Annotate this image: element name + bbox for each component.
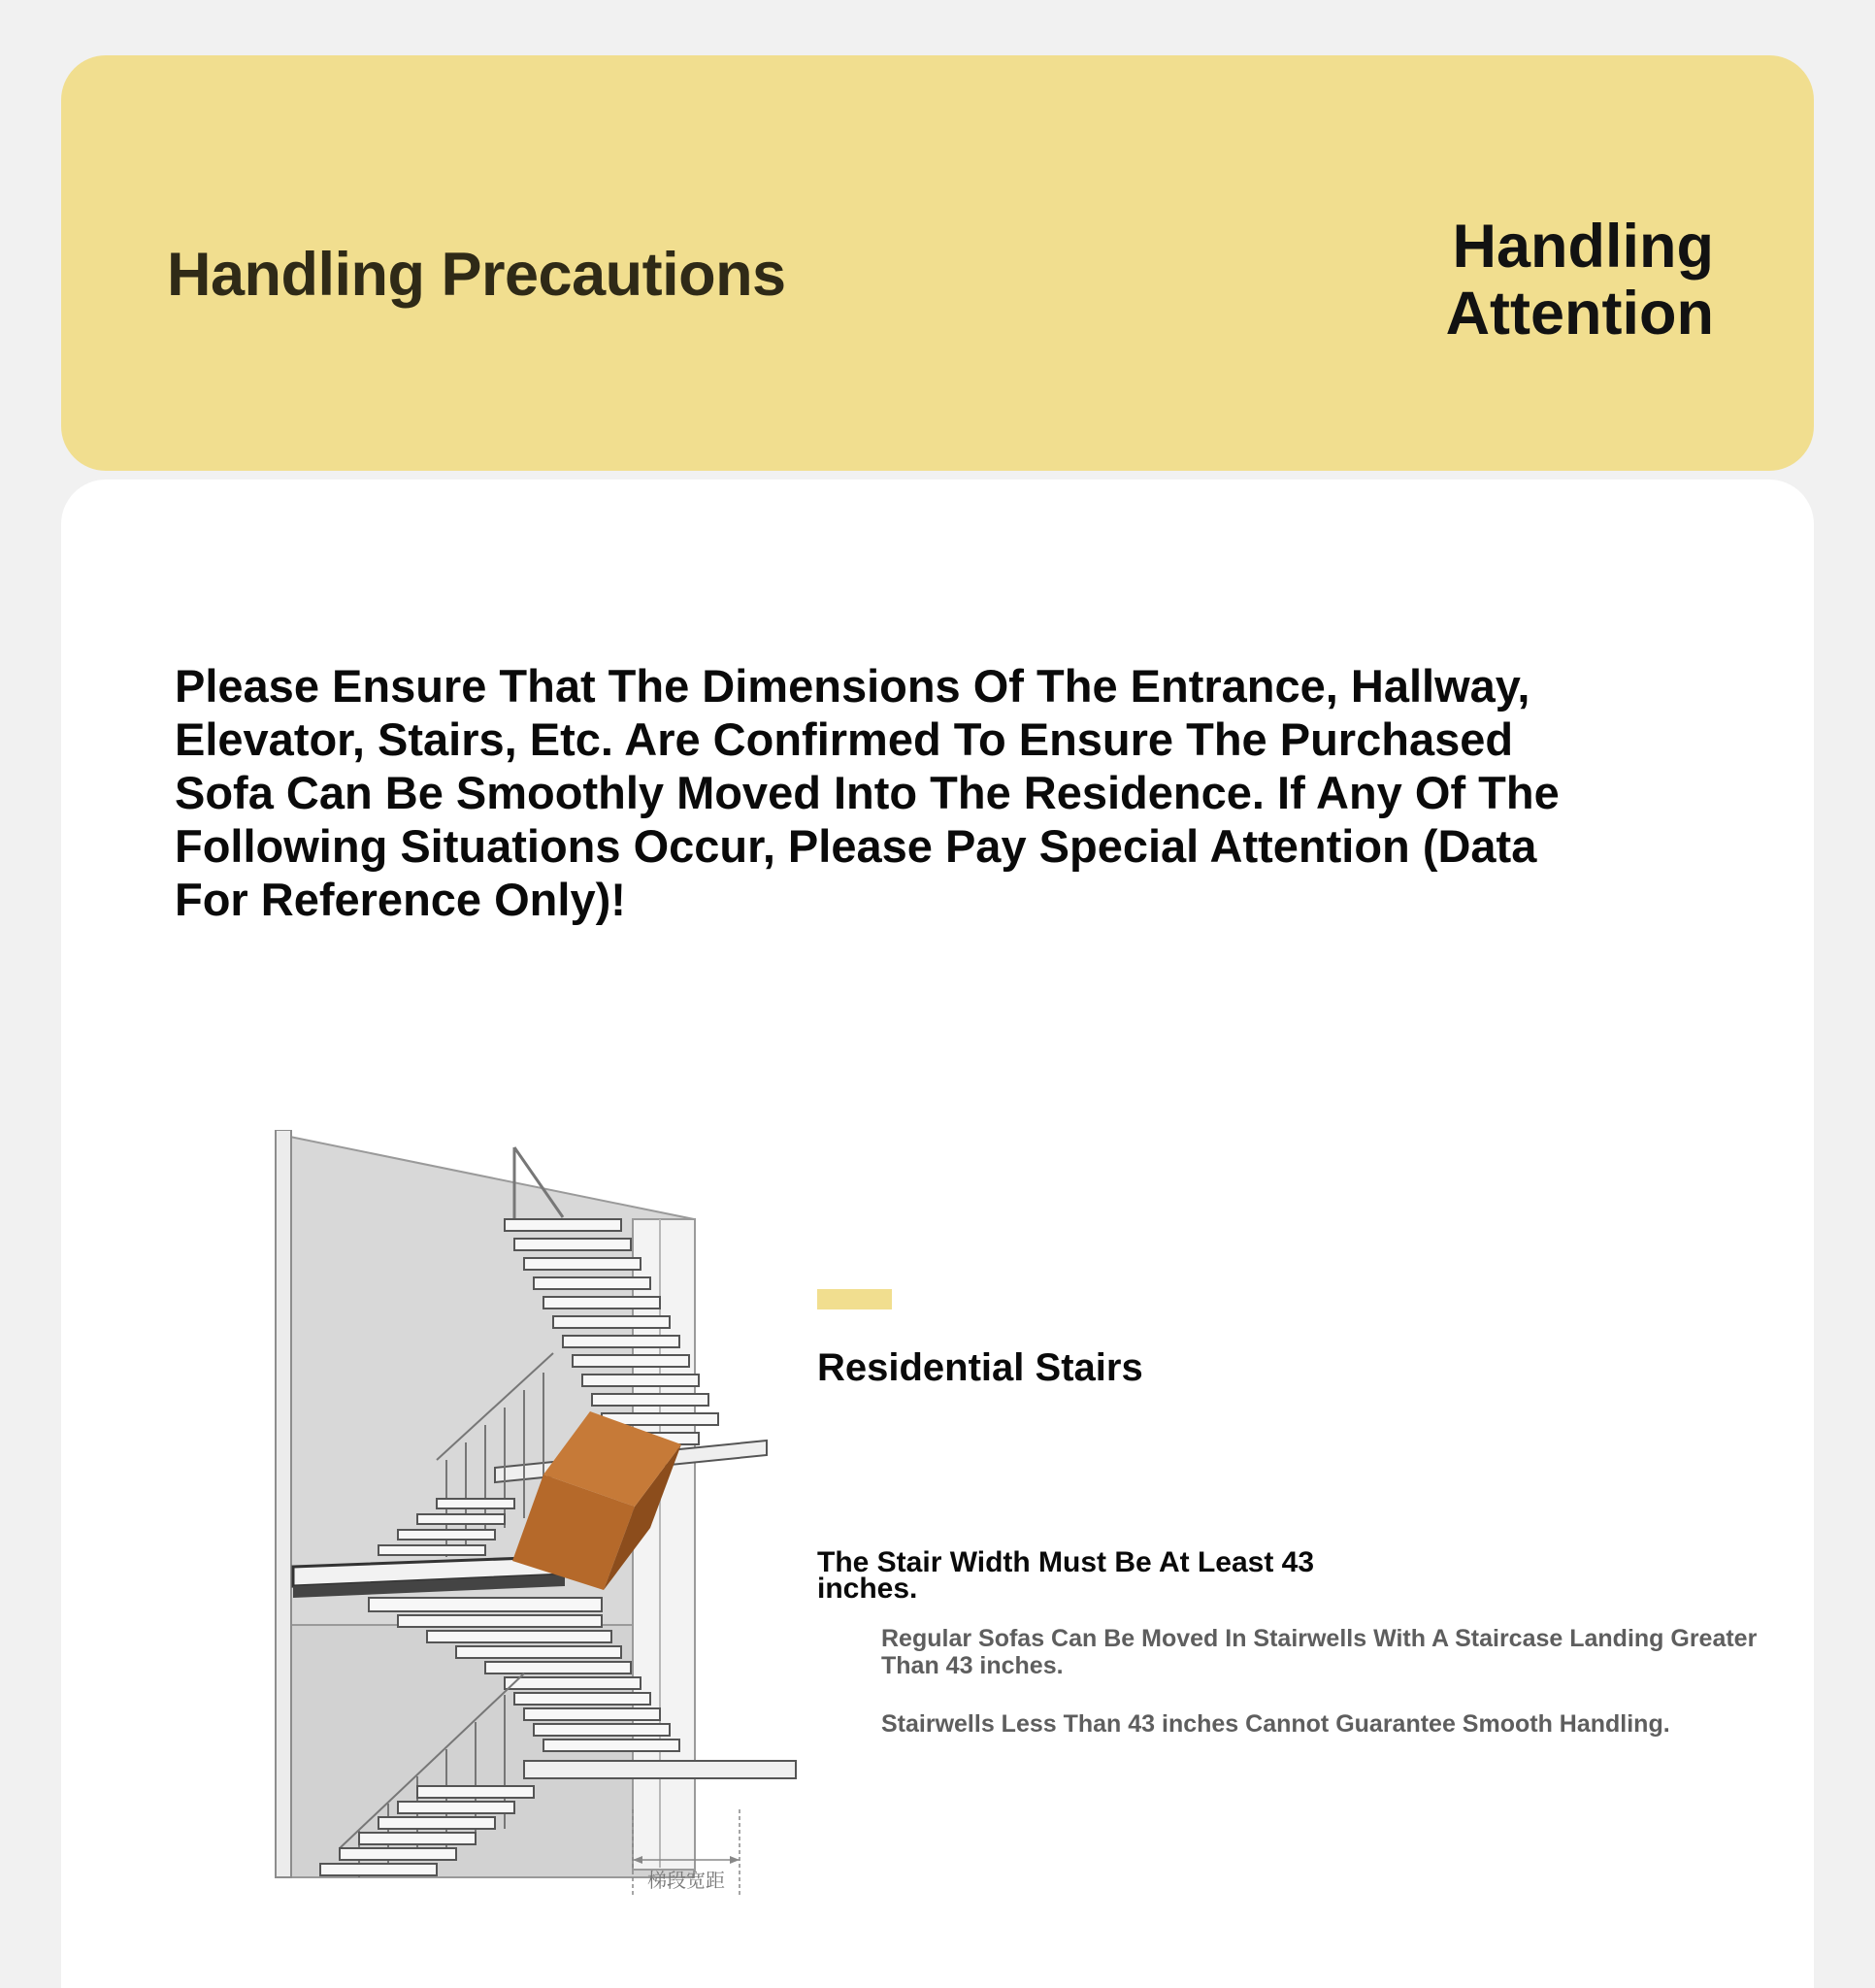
detail-text-2: Stairwells Less Than 43 inches Cannot Guarantee Smooth Handling. xyxy=(881,1710,1670,1738)
requirement-text: The Stair Width Must Be At Least 43 inches. xyxy=(817,1546,1315,1605)
detail-text-1: Regular Sofas Can Be Moved In Stairwells With A Staircase Landing Greater Than 43 inches. xyxy=(881,1625,1758,1679)
header-subtitle-line1: Handling xyxy=(1452,213,1714,281)
wall-edge xyxy=(276,1130,291,1877)
header-subtitle xyxy=(1403,214,1714,348)
accent-bar xyxy=(817,1289,892,1309)
dimension-label: 梯段宽距 xyxy=(647,1869,725,1892)
intro-paragraph: Please Ensure That The Dimensions Of The Entrance, Hallway, Elevator, Stairs, Etc. Are Confirmed To Ensure The Purchased Sofa Can Be Smoothly Moved Into The Residence. If Any Of The Following Situations Occur, Please Pay Special Attention (Data For Reference Only)! xyxy=(175,660,1560,925)
bottom-landing xyxy=(524,1761,796,1778)
header-banner xyxy=(61,55,1814,471)
header-subtitle-line2: Attention xyxy=(1445,280,1714,348)
page-title: Handling Precautions xyxy=(167,241,786,309)
staircase-illustration xyxy=(204,1130,825,1897)
section-title: Residential Stairs xyxy=(817,1346,1143,1389)
content-card xyxy=(61,480,1814,1988)
